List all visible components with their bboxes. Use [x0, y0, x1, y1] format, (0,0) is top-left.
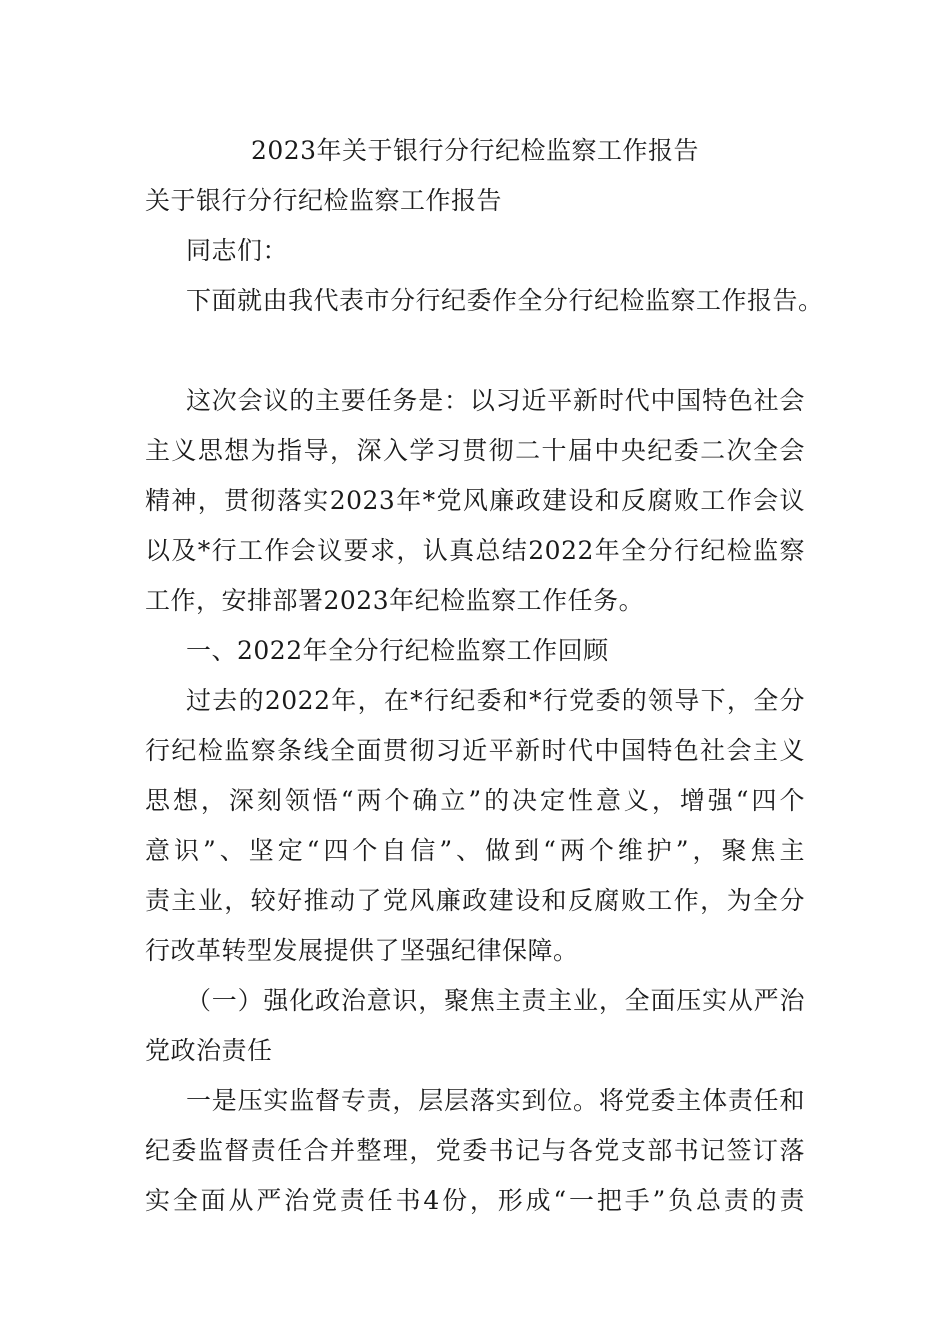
paragraph-line: 工作，安排部署2023年纪检监察工作任务。 — [145, 586, 645, 615]
paragraph-line: 主义思想为指导，深入学习贯彻二十届中央纪委二次全会 — [145, 436, 805, 465]
paragraph-line: 思想，深刻领悟“两个确立”的决定性意义，增强“四个 — [145, 786, 805, 815]
subsection-heading: 党政治责任 — [145, 1036, 273, 1065]
paragraph-line: 行纪检监察条线全面贯彻习近平新时代中国特色社会主义 — [145, 736, 805, 765]
paragraph-line: 意识”、坚定“四个自信”、做到“两个维护”，聚焦主 — [145, 836, 805, 865]
paragraph-line: 过去的2022年，在*行纪委和*行党委的领导下，全分 — [186, 686, 805, 715]
paragraph-line: 下面就由我代表市分行纪委作全分行纪检监察工作报告。 — [186, 286, 824, 315]
paragraph-line: 一是压实监督专责，层层落实到位。将党委主体责任和 — [186, 1086, 805, 1115]
paragraph-line: 精神，贯彻落实2023年*党风廉政建设和反腐败工作会议 — [145, 486, 805, 515]
document-title: 2023年关于银行分行纪检监察工作报告 — [250, 136, 700, 165]
subsection-heading: （一）强化政治意识，聚焦主责主业，全面压实从严治 — [186, 986, 805, 1015]
paragraph-line: 责主业，较好推动了党风廉政建设和反腐败工作，为全分 — [145, 886, 805, 915]
salutation: 同志们： — [186, 236, 289, 265]
paragraph-line: 这次会议的主要任务是：以习近平新时代中国特色社会 — [186, 386, 805, 415]
document-subtitle: 关于银行分行纪检监察工作报告 — [145, 186, 503, 215]
section-heading: 一、2022年全分行纪检监察工作回顾 — [186, 636, 609, 665]
paragraph-line: 纪委监督责任合并整理，党委书记与各党支部书记签订落 — [145, 1136, 805, 1165]
paragraph-line: 行改革转型发展提供了坚强纪律保障。 — [145, 936, 579, 965]
paragraph-line: 实全面从严治党责任书4份，形成“一把手”负总责的责 — [145, 1186, 805, 1215]
paragraph-line: 以及*行工作会议要求，认真总结2022年全分行纪检监察 — [145, 536, 805, 565]
